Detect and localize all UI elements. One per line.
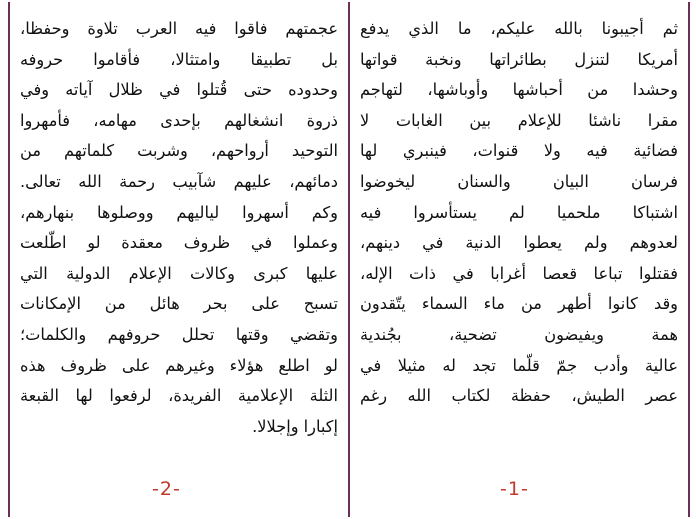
column-right	[360, 14, 678, 412]
text-line: تسبح على بحر هائل من الإمكانات	[20, 294, 338, 314]
column-left	[20, 14, 338, 442]
text-line: وقد كانوا أطهر من ماء السماء يتّقدون	[360, 294, 678, 314]
text-line: التوحيد أرواحهم، وشربت كلماتهم من	[20, 141, 338, 161]
text-line: بل تطبيقا وامتثالا، فأقاموا حروفه	[20, 49, 338, 69]
text-line: لعدوهم ولم يعطوا الدنية في دينهم،	[360, 233, 678, 253]
text-line: همة ويفيضون تضحية، بجُندية	[360, 324, 678, 344]
column-rule-right	[688, 2, 690, 517]
text-line: وعملوا في ظروف معقدة لو اطّلعت	[20, 233, 338, 253]
text-line: الثلة الإعلامية الفريدة، لرفعوا لها القبعة	[20, 386, 338, 406]
text-line: لو اطلع هؤلاء وغيرهم على ظروف هذه	[20, 355, 338, 375]
text-line: فضائية فيه ولا قنوات، فينبري لها	[360, 141, 678, 161]
page-number-1: -1-	[500, 478, 529, 500]
text-line: ثم أجيبونا بالله عليكم، ما الذي يدفع	[360, 19, 678, 38]
text-line: دمائهم، عليهم شآبيب رحمة الله تعالى.	[20, 171, 338, 191]
text-line: أمريكا لتنزل بطائراتها ونخبة قواتها	[360, 49, 678, 69]
text-line: عالية وأدب جمّ قلّما تجد له مثيلا في	[360, 355, 678, 375]
text-line: فرسان البيان والسنان ليخوضوا	[360, 171, 678, 191]
text-line: اشتباكا ملحميا لم يستأسروا فيه	[360, 202, 678, 222]
text-line: وحشدا من أحباشها وأوباشها، لتهاجم	[360, 80, 678, 100]
column-rule-middle	[348, 2, 350, 517]
text-line: عليها كبرى وكالات الإعلام الدولية التي	[20, 263, 338, 283]
text-line: إكبارا وإجلالا.	[252, 416, 338, 436]
text-line: وتقضي وقتها تحلل حروفهم والكلمات؛	[20, 324, 338, 344]
text-line: ذروة انشغالهم بإحدى مهامه، فأمهروا	[20, 110, 338, 130]
text-line: عصر الطيش، حفظة لكتاب الله رغم	[360, 386, 678, 406]
text-line: فقتلوا تباعا قعصا أغرابا في ذات الإله،	[360, 263, 678, 283]
text-line: مقرا ناشئا للإعلام بين الغابات لا	[360, 110, 678, 130]
text-line: عجمتهم فاقوا فيه العرب تلاوة وحفظا،	[20, 19, 338, 38]
text-line: وحدوده حتى قُتلوا في ظلال آياته وفي	[20, 80, 338, 100]
page-number-2: -2-	[152, 478, 181, 500]
column-rule-left	[8, 2, 10, 517]
text-line: وكم أسهروا لياليهم ووصلوها بنهارهم،	[20, 202, 338, 222]
